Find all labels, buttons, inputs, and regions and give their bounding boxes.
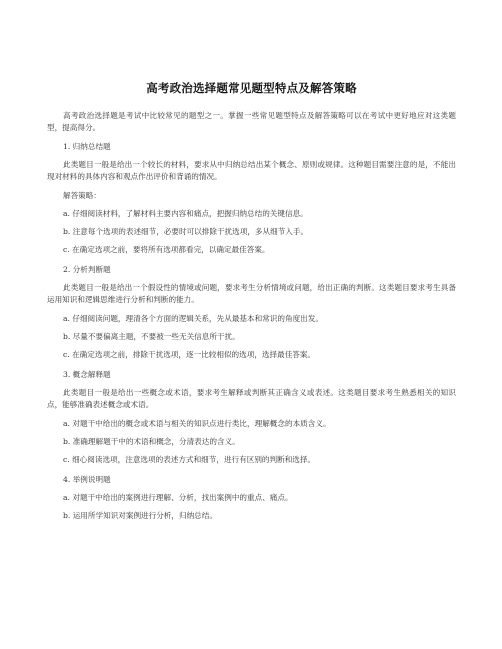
section-heading: 4. 举例说明题 [63,475,111,484]
list-item: a. 对题干中给出的案例进行理解、分析，找出案例中的重点、痛点。 [63,493,293,502]
section-description: 此类题目一般是给出一个较长的材料，要求从中归纳总结出某个概念、原则或规律。这种题目需要注意的是，不能出现对材料的具体内容和观点作出评价和背诵的情况。 [47,160,456,181]
section-heading: 1. 归纳总结题 [63,142,111,151]
document-title: 高考政治选择题常见题型特点及解答策略 [146,81,357,95]
section-3 [47,369,456,466]
section-heading: 3. 概念解释题 [63,370,111,379]
section-description: 此类题目一般是给出一些概念或术语，要求考生解释或判断其正确含义或表述。这类题目要求考生熟悉相关的知识点，能够准确表述概念或术语。 [47,388,456,409]
section-2 [47,264,456,361]
strategy-label: 解答策略： [63,191,101,200]
list-item: b. 尽量不要偏离主题，不要被一些无关信息所干扰。 [63,332,240,341]
list-item: a. 仔细阅读材料，了解材料主要内容和痛点，把握归纳总结的关键信息。 [63,209,308,218]
section-1 [47,141,456,256]
list-item: a. 对题干中给出的概念或术语与相关的知识点进行类比，理解概念的本质含义。 [63,419,331,428]
section-heading: 2. 分析判断题 [63,265,111,274]
list-item: b. 运用所学知识对案例进行分析，归纳总结。 [63,511,217,520]
list-item: c. 细心阅读选项，注意选项的表述方式和细节，进行有区别的判断和选择。 [63,455,316,464]
list-item: c. 在确定选项之前，要将所有选项都看完，以确定最佳答案。 [63,245,270,254]
intro-paragraph: 高考政治选择题是考试中比较常见的题型之一。掌握一些常见题型特点及解答策略可以在考试中更好地应对这类题型，提高得分。 [47,111,456,132]
list-item: c. 在确定选项之前，排除干扰选项，逐一比较相似的选项，选择最佳答案。 [63,350,316,359]
section-4 [47,474,456,522]
list-item: b. 准确理解题干中的术语和概念，分清表达的含义。 [63,437,240,446]
section-description: 此类题目一般是给出一个假设性的情境或问题，要求考生分析情境或问题，给出正确的判断。这类题目要求考生具备运用知识和逻辑思维进行分析和判断的能力。 [47,283,456,304]
list-item: b. 注意每个选项的表述细节，必要时可以排除干扰选项，多从细节入手。 [63,227,309,236]
list-item: a. 仔细阅读问题，理清各个方面的逻辑关系，先从最基本和常识的角度出发。 [63,314,323,323]
